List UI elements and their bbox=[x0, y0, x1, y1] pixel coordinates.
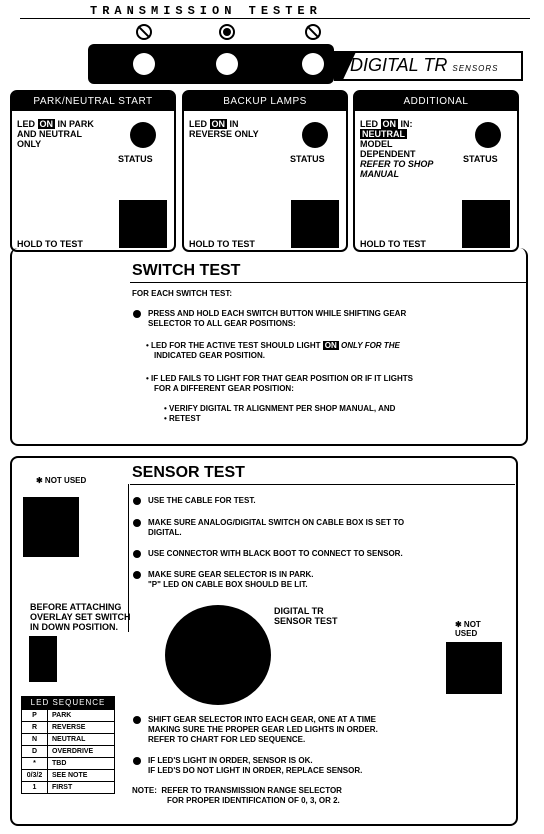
sensor-test-title: SENSOR TEST bbox=[132, 464, 245, 481]
step-bullet bbox=[133, 550, 141, 558]
switch-substep: • IF LED FAILS TO LIGHT FOR THAT GEAR POSITION OR IF IT LIGHTS bbox=[146, 374, 413, 383]
sensor-step-text: USE THE CABLE FOR TEST. bbox=[148, 496, 256, 505]
led-sequence-heading: LED SEQUENCE bbox=[22, 697, 114, 709]
hold-to-test-label: HOLD TO TEST bbox=[360, 239, 426, 249]
switch-position-note: BEFORE ATTACHING OVERLAY SET SWITCH IN DOWN POSITION. bbox=[30, 602, 131, 632]
switch-substep: • LED FOR THE ACTIVE TEST SHOULD LIGHT ON ONLY FOR THE bbox=[146, 341, 400, 350]
sensor-step-text: USE CONNECTOR WITH BLACK BOOT TO CONNECT TO SENSOR. bbox=[148, 549, 403, 558]
indicator-led bbox=[216, 53, 238, 75]
led-state-badge: ON bbox=[211, 119, 226, 129]
step-bullet bbox=[133, 310, 141, 318]
switch-substep: FOR A DIFFERENT GEAR POSITION: bbox=[154, 384, 294, 393]
table-row: P PARK bbox=[22, 709, 114, 721]
switch-test-title: SWITCH TEST bbox=[132, 262, 241, 279]
panel-heading: PARK/NEUTRAL START bbox=[12, 92, 174, 111]
switch-test-divider bbox=[130, 282, 526, 283]
sensor-step-text: MAKING SURE THE PROPER GEAR LED LIGHTS IN ORDER. bbox=[148, 725, 378, 734]
additional-panel bbox=[353, 90, 519, 252]
status-label: STATUS bbox=[290, 154, 325, 164]
panel-note: REFER TO SHOP MANUAL bbox=[360, 159, 434, 179]
panel-heading: BACKUP LAMPS bbox=[184, 92, 346, 111]
hold-to-test-label: HOLD TO TEST bbox=[17, 239, 83, 249]
unused-button bbox=[23, 497, 79, 557]
panel-description: LED ON IN PARK AND NEUTRAL ONLY bbox=[17, 119, 94, 149]
switch-substep: INDICATED GEAR POSITION. bbox=[154, 351, 265, 360]
status-label: STATUS bbox=[118, 154, 153, 164]
sensor-connector bbox=[165, 605, 271, 705]
switch-substep: • VERIFY DIGITAL TR ALIGNMENT PER SHOP MANUAL, AND bbox=[164, 404, 396, 413]
sensor-step-text: REFER TO CHART FOR LED SEQUENCE. bbox=[148, 735, 306, 744]
indicator-led bbox=[302, 53, 324, 75]
sensor-step-text: MAKE SURE GEAR SELECTOR IS IN PARK. bbox=[148, 570, 314, 579]
sensor-step-text: IF LED'S LIGHT IN ORDER, SENSOR IS OK. bbox=[148, 756, 313, 765]
sensor-test-divider bbox=[130, 484, 515, 485]
switch-step-text: PRESS AND HOLD EACH SWITCH BUTTON WHILE SHIFTING GEAR bbox=[148, 309, 407, 318]
switch-test-intro: FOR EACH SWITCH TEST: bbox=[132, 289, 232, 298]
hold-to-test-button[interactable] bbox=[291, 200, 339, 248]
title-divider bbox=[20, 18, 530, 19]
table-row: 1 FIRST bbox=[22, 781, 114, 793]
panel-description: LED ON IN REVERSE ONLY bbox=[189, 119, 259, 139]
step-bullet bbox=[133, 519, 141, 527]
step-bullet bbox=[133, 571, 141, 579]
step-bullet bbox=[133, 757, 141, 765]
hold-to-test-button[interactable] bbox=[462, 200, 510, 248]
status-led bbox=[130, 122, 156, 148]
step-bullet bbox=[133, 716, 141, 724]
sensor-step-text: DIGITAL. bbox=[148, 528, 182, 537]
brand-name: DIGITAL TR bbox=[350, 55, 448, 75]
park-neutral-panel bbox=[10, 90, 176, 252]
table-row: N NEUTRAL bbox=[22, 733, 114, 745]
status-label: STATUS bbox=[463, 154, 498, 164]
panel-heading: ADDITIONAL bbox=[355, 92, 517, 111]
step-bullet bbox=[133, 497, 141, 505]
led-state-badge: ON bbox=[382, 119, 397, 129]
sensor-connector-label: DIGITAL TR SENSOR TEST bbox=[274, 606, 338, 626]
sensor-step-text: "P" LED ON CABLE BOX SHOULD BE LIT. bbox=[148, 580, 308, 589]
brand-logo bbox=[334, 51, 523, 81]
led-off-icon bbox=[305, 24, 321, 40]
switch-step-text: SELECTOR TO ALL GEAR POSITIONS: bbox=[148, 319, 296, 328]
led-on-icon bbox=[219, 24, 235, 40]
indicator-led bbox=[133, 53, 155, 75]
table-row: * TBD bbox=[22, 757, 114, 769]
led-state-badge: ON bbox=[39, 119, 54, 129]
overlay-set-switch[interactable] bbox=[29, 636, 57, 682]
sensor-step-text: SHIFT GEAR SELECTOR INTO EACH GEAR, ONE AT A TIME bbox=[148, 715, 377, 724]
table-row: R REVERSE bbox=[22, 721, 114, 733]
panel-description: LED ON IN: NEUTRAL MODEL DEPENDENT REFER TO SHOP MANUAL bbox=[360, 119, 434, 179]
sensor-note: FOR PROPER IDENTIFICATION OF 0, 3, OR 2. bbox=[167, 796, 340, 805]
table-row: D OVERDRIVE bbox=[22, 745, 114, 757]
brand-subtitle: SENSORS bbox=[452, 64, 499, 73]
backup-lamps-panel bbox=[182, 90, 348, 252]
sensor-step-text: MAKE SURE ANALOG/DIGITAL SWITCH ON CABLE BOX IS SET TO bbox=[148, 518, 405, 527]
led-off-icon bbox=[136, 24, 152, 40]
status-led bbox=[302, 122, 328, 148]
led-state-badge: ON bbox=[324, 341, 337, 350]
hold-to-test-label: HOLD TO TEST bbox=[189, 239, 255, 249]
not-used-label: ✱ NOT USED bbox=[36, 476, 87, 485]
tester-title: TRANSMISSION TESTER bbox=[90, 4, 322, 18]
led-sequence-table bbox=[21, 696, 115, 794]
sensor-step-text: IF LED'S DO NOT LIGHT IN ORDER, REPLACE SENSOR. bbox=[148, 766, 363, 775]
not-used-label: ✱ NOT USED bbox=[455, 620, 481, 638]
table-row: 0/3/2 SEE NOTE bbox=[22, 769, 114, 781]
sensor-note: NOTE: REFER TO TRANSMISSION RANGE SELECTOR bbox=[132, 786, 342, 795]
unused-button bbox=[446, 642, 502, 694]
indicator-led-bar bbox=[88, 44, 334, 84]
switch-substep: • RETEST bbox=[164, 414, 201, 423]
status-led bbox=[475, 122, 501, 148]
led-state-badge: NEUTRAL bbox=[362, 129, 405, 139]
hold-to-test-button[interactable] bbox=[119, 200, 167, 248]
